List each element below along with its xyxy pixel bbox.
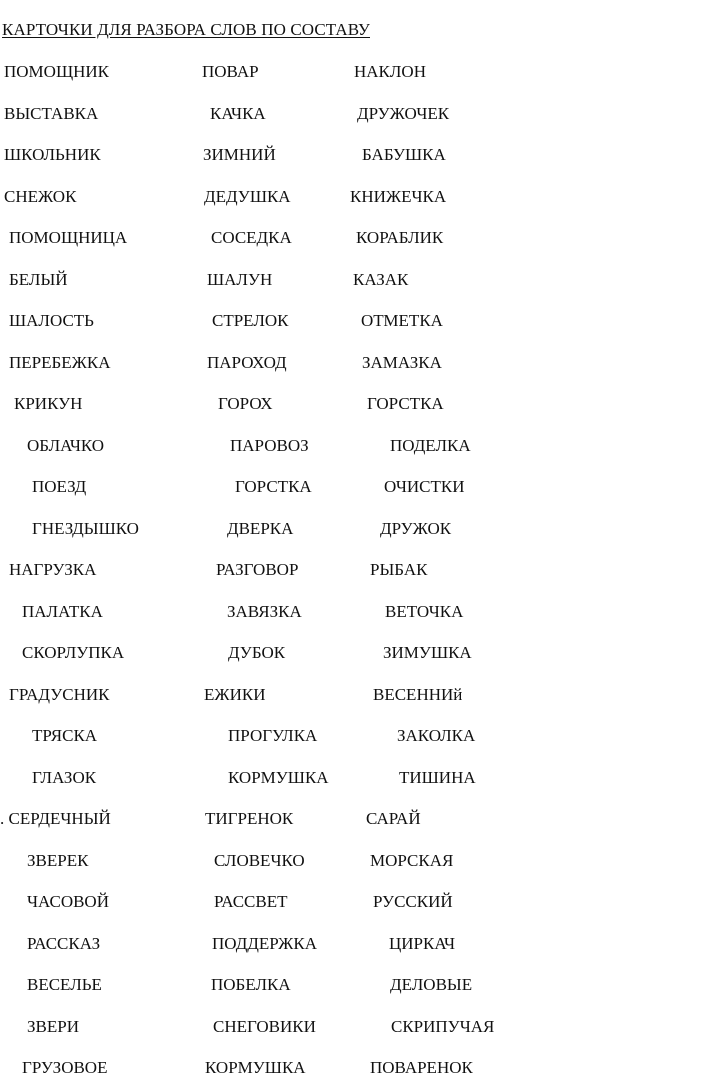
word-cell: ВЫСТАВКА — [4, 104, 99, 123]
word-cell: ВЕТОЧКА — [385, 602, 464, 621]
word-cell: ГНЕЗДЫШКО — [32, 519, 139, 538]
word-cell: ГРУЗОВОЕ — [22, 1058, 108, 1077]
word-cell: ПОЕЗД — [32, 477, 87, 496]
word-cell: ШАЛУН — [207, 270, 273, 289]
word-cell: ГОРСТКА — [235, 477, 312, 496]
word-cell: ПОДЕЛКА — [390, 436, 471, 455]
word-cell: БЕЛЫЙ — [9, 270, 68, 289]
word-cell: ДРУЖОК — [380, 519, 452, 538]
word-cell: СНЕЖОК — [4, 187, 77, 206]
word-cell: ДЕЛОВЫЕ — [390, 975, 473, 994]
word-cell: ГОРСТКА — [367, 394, 444, 413]
word-cell: ВЕСЕЛЬЕ — [27, 975, 102, 994]
word-cell: ПОВАР — [202, 62, 259, 81]
word-cell: ЗИМУШКА — [383, 643, 472, 662]
word-cell: ГЛАЗОК — [32, 768, 97, 787]
word-cell: ПОМОЩНИЦА — [9, 228, 128, 247]
word-cell: КОРАБЛИК — [356, 228, 444, 247]
word-cell: КРИКУН — [14, 394, 83, 413]
word-cell: ЕЖИКИ — [204, 685, 266, 704]
word-cell: КНИЖЕЧКА — [350, 187, 447, 206]
word-cell: СОСЕДКА — [211, 228, 292, 247]
word-cell: СЛОВЕЧКО — [214, 851, 305, 870]
word-cell: САРАЙ — [366, 809, 421, 828]
word-cell: ДВЕРКА — [227, 519, 294, 538]
word-cell: ГРАДУСНИК — [9, 685, 110, 704]
word-cell: ПОБЕЛКА — [211, 975, 291, 994]
word-cell: . СЕРДЕЧНЫЙ — [0, 809, 111, 828]
word-cell: ПАЛАТКА — [22, 602, 103, 621]
word-cell: КОРМУШКА — [205, 1058, 306, 1077]
word-cell: ПЕРЕБЕЖКА — [9, 353, 111, 372]
word-cell: ПАРОХОД — [207, 353, 287, 372]
word-cell: ШАЛОСТЬ — [9, 311, 94, 330]
word-cell: ТИГРЕНОК — [205, 809, 294, 828]
word-cell: КАЧКА — [210, 104, 266, 123]
word-cell: ЗВЕРИ — [27, 1017, 79, 1036]
word-cell: СТРЕЛОК — [212, 311, 289, 330]
word-cell: ЦИРКАЧ — [389, 934, 456, 953]
word-cell: СКОРЛУПКА — [22, 643, 125, 662]
word-cell: ОТМЕТКА — [361, 311, 443, 330]
word-cell: СКРИПУЧАЯ — [391, 1017, 495, 1036]
word-cell: СНЕГОВИКИ — [213, 1017, 316, 1036]
document-title: КАРТОЧКИ ДЛЯ РАЗБОРА СЛОВ ПО СОСТАВУ — [2, 20, 370, 39]
word-cell: ЧАСОВОЙ — [27, 892, 109, 911]
word-cell: ДУБОК — [228, 643, 286, 662]
word-cell: ОЧИСТКИ — [384, 477, 465, 496]
word-cell: КОРМУШКА — [228, 768, 329, 787]
word-cell: КАЗАК — [353, 270, 409, 289]
word-cell: ПОДДЕРЖКА — [212, 934, 317, 953]
word-cell: ПАРОВОЗ — [230, 436, 309, 455]
word-cell: ТИШИНА — [399, 768, 476, 787]
word-cell: ДЕДУШКА — [204, 187, 291, 206]
word-cell: ПОВАРЕНОК — [370, 1058, 473, 1077]
word-cell: РЫБАК — [370, 560, 428, 579]
word-cell: ТРЯСКА — [32, 726, 98, 745]
word-cell: ОБЛАЧКО — [27, 436, 105, 455]
word-cell: ПРОГУЛКА — [228, 726, 318, 745]
word-cell: НАКЛОН — [354, 62, 426, 81]
word-cell: ЗВЕРЕК — [27, 851, 89, 870]
word-cell: РАЗГОВОР — [216, 560, 299, 579]
word-cell: ЗИМНИЙ — [203, 145, 276, 164]
word-cell: РУССКИЙ — [373, 892, 453, 911]
word-cell: ЗАВЯЗКА — [227, 602, 302, 621]
word-cell: ДРУЖОЧЕК — [357, 104, 450, 123]
word-cell: МОРСКАЯ — [370, 851, 454, 870]
word-cell: ШКОЛЬНИК — [4, 145, 101, 164]
word-cell: ПОМОЩНИК — [4, 62, 109, 81]
word-cell: НАГРУЗКА — [9, 560, 97, 579]
word-cell: ВЕСЕННИй — [373, 685, 463, 704]
word-cell: БАБУШКА — [362, 145, 446, 164]
word-cell: РАССВЕТ — [214, 892, 288, 911]
word-cell: ЗАМАЗКА — [362, 353, 442, 372]
word-cell: ЗАКОЛКА — [397, 726, 476, 745]
word-cell: РАССКАЗ — [27, 934, 101, 953]
word-cell: ГОРОХ — [218, 394, 273, 413]
